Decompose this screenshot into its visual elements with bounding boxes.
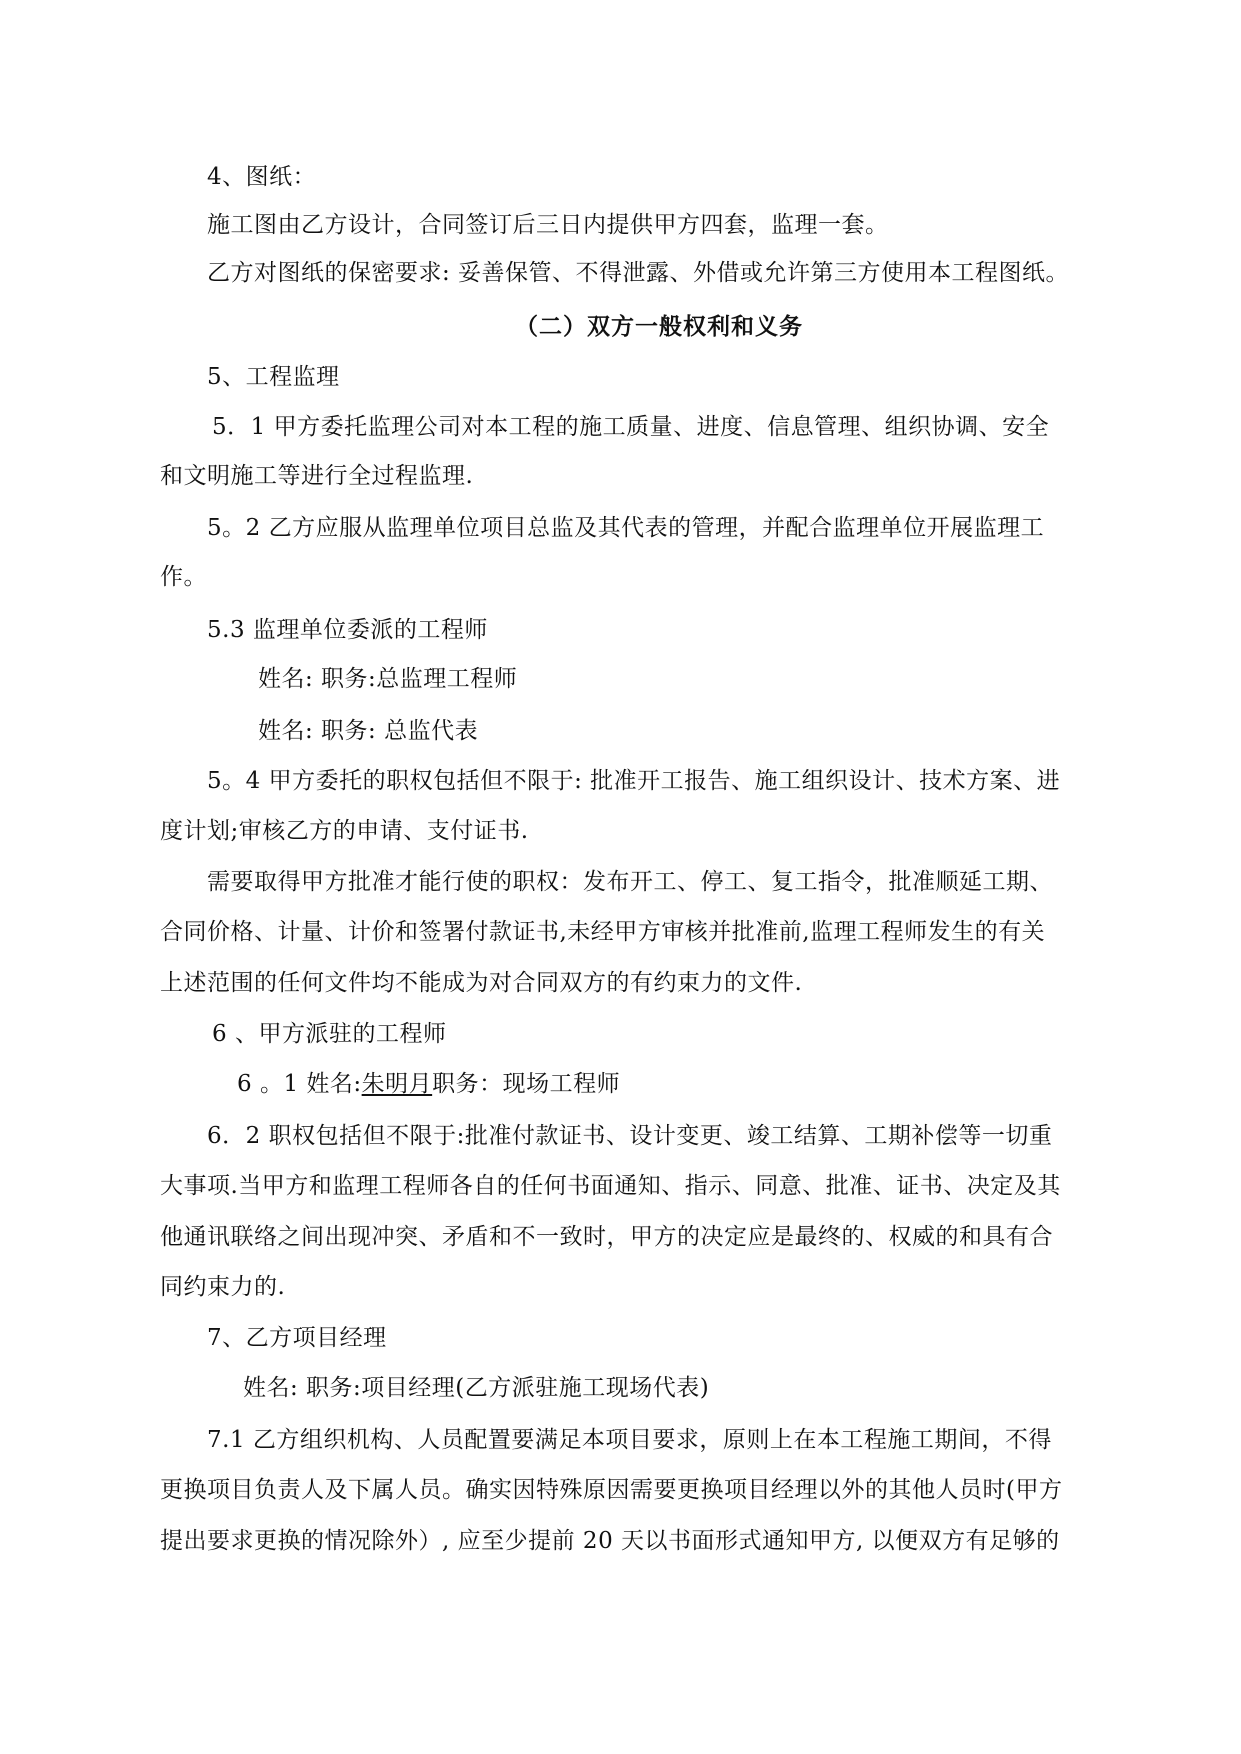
engineer-title: 职务：现场工程师: [432, 1071, 621, 1097]
paragraph: 大事项.当甲方和监理工程师各自的任何书面通知、指示、同意、批准、证书、决定及其: [160, 1173, 1061, 1199]
paragraph: 乙方对图纸的保密要求: 妥善保管、不得泄露、外借或允许第三方使用本工程图纸。: [207, 260, 1070, 286]
paragraph: 5.3 监理单位委派的工程师: [207, 617, 488, 643]
section-6-title: 6 、甲方派驻的工程师: [212, 1021, 447, 1047]
paragraph: 度计划;审核乙方的申请、支付证书.: [160, 818, 529, 844]
paragraph: 同约束力的.: [160, 1274, 286, 1300]
section-5-title: 5、工程监理: [207, 364, 340, 390]
paragraph: 他通讯联络之间出现冲突、矛盾和不一致时，甲方的决定应是最终的、权威的和具有合: [160, 1224, 1053, 1250]
engineer-name: 朱明月: [361, 1071, 433, 1097]
engineer-label: 6 。1 姓名:: [237, 1071, 362, 1097]
paragraph: 施工图由乙方设计，合同签订后三日内提供甲方四套，监理一套。: [207, 212, 889, 238]
paragraph: 提出要求更换的情况除外）, 应至少提前 20 天以书面形式通知甲方, 以便双方有足够的: [160, 1528, 1060, 1554]
paragraph: 姓名: 职务: 总监代表: [258, 718, 479, 744]
paragraph: 7.1 乙方组织机构、人员配置要满足本项目要求，原则上在本工程施工期间，不得: [207, 1427, 1052, 1453]
section-4-title: 4、图纸：: [207, 164, 317, 190]
paragraph: 5。4 甲方委托的职权包括但不限于: 批准开工报告、施工组织设计、技术方案、进: [207, 768, 1061, 794]
paragraph: 更换项目负责人及下属人员。确实因特殊原因需要更换项目经理以外的其他人员时(甲方: [160, 1477, 1063, 1503]
paragraph: 上述范围的任何文件均不能成为对合同双方的有约束力的文件.: [160, 970, 803, 996]
paragraph: 合同价格、计量、计价和签署付款证书,未经甲方审核并批准前,监理工程师发生的有关: [160, 919, 1046, 945]
paragraph: 5。2 乙方应服从监理单位项目总监及其代表的管理，并配合监理单位开展监理工: [207, 515, 1045, 541]
paragraph: 需要取得甲方批准才能行使的职权：发布开工、停工、复工指令，批准顺延工期、: [207, 869, 1053, 895]
paragraph: 姓名: 职务:项目经理(乙方派驻施工现场代表): [243, 1375, 710, 1401]
engineer-line: [237, 1069, 620, 1099]
paragraph: 和文明施工等进行全过程监理.: [160, 463, 474, 489]
paragraph: 5．1 甲方委托监理公司对本工程的施工质量、进度、信息管理、组织协调、安全: [212, 414, 1050, 440]
section-heading: （二）双方一般权利和义务: [515, 313, 803, 340]
paragraph: 姓名: 职务:总监理工程师: [258, 666, 518, 692]
section-7-title: 7、乙方项目经理: [207, 1325, 387, 1351]
paragraph: 作。: [160, 564, 207, 590]
paragraph: 6．2 职权包括但不限于:批准付款证书、设计变更、竣工结算、工期补偿等一切重: [207, 1123, 1053, 1149]
